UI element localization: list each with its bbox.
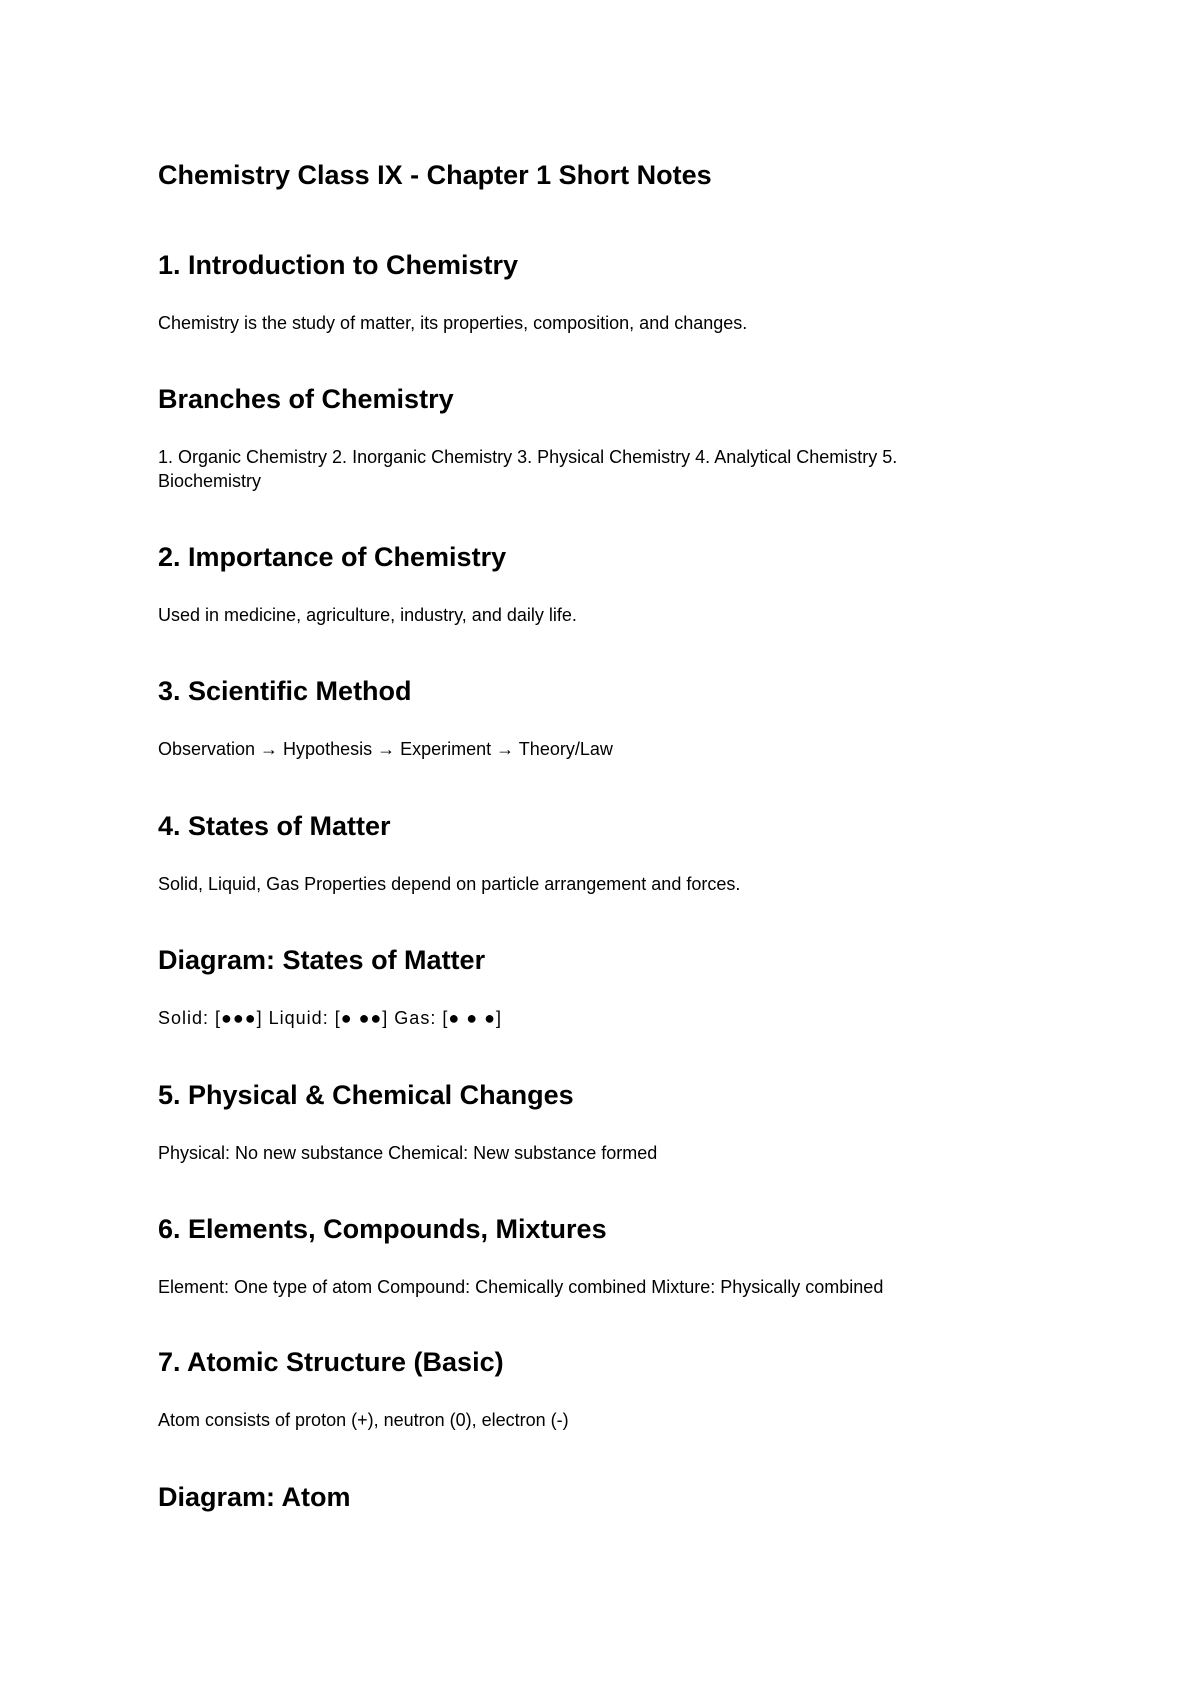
section-heading: 7. Atomic Structure (Basic) (158, 1347, 504, 1377)
section-body: Used in medicine, agriculture, industry, and daily life. (158, 605, 577, 625)
branches-line-2: Biochemistry (158, 471, 262, 491)
section-body: Solid: [●●●] Liquid: [● ●●] Gas: [● ● ●] (158, 1008, 502, 1028)
section-diagram-states (158, 942, 1038, 1030)
section-diagram-atom (158, 1479, 1038, 1515)
section-physical-chemical-changes (158, 1077, 1038, 1165)
section-importance (158, 539, 1038, 627)
branches-line-1: 1. Organic Chemistry 2. Inorganic Chemistry 3. Physical Chemistry 4. Analytical Chemistry 5. (158, 447, 898, 467)
section-scientific-method (158, 673, 1038, 761)
section-heading: 6. Elements, Compounds, Mixtures (158, 1214, 607, 1244)
section-heading: 4. States of Matter (158, 811, 391, 841)
section-body: Chemistry is the study of matter, its properties, composition, and changes. (158, 313, 748, 333)
section-body: Atom consists of proton (+), neutron (0), electron (-) (158, 1410, 569, 1430)
section-body: Element: One type of atom Compound: Chemically combined Mixture: Physically combined (158, 1277, 884, 1297)
section-heading: 1. Introduction to Chemistry (158, 250, 519, 280)
section-introduction (158, 247, 1038, 335)
section-body: Observation → Hypothesis → Experiment → Theory/Law (158, 739, 613, 759)
section-heading: Diagram: Atom (158, 1482, 351, 1512)
section-states-of-matter (158, 808, 1038, 896)
section-elements-compounds-mixtures (158, 1211, 1038, 1299)
section-heading: 5. Physical & Chemical Changes (158, 1080, 574, 1110)
section-heading: 3. Scientific Method (158, 676, 412, 706)
section-body: Physical: No new substance Chemical: New substance formed (158, 1143, 658, 1163)
section-body (158, 417, 1038, 493)
section-body: Solid, Liquid, Gas Properties depend on particle arrangement and forces. (158, 874, 741, 894)
section-branches (158, 381, 1038, 493)
section-heading: Branches of Chemistry (158, 384, 454, 414)
section-heading: Diagram: States of Matter (158, 945, 486, 975)
section-heading: 2. Importance of Chemistry (158, 542, 507, 572)
section-atomic-structure (158, 1344, 1038, 1432)
document-title: Chemistry Class IX - Chapter 1 Short Notes (158, 160, 712, 190)
